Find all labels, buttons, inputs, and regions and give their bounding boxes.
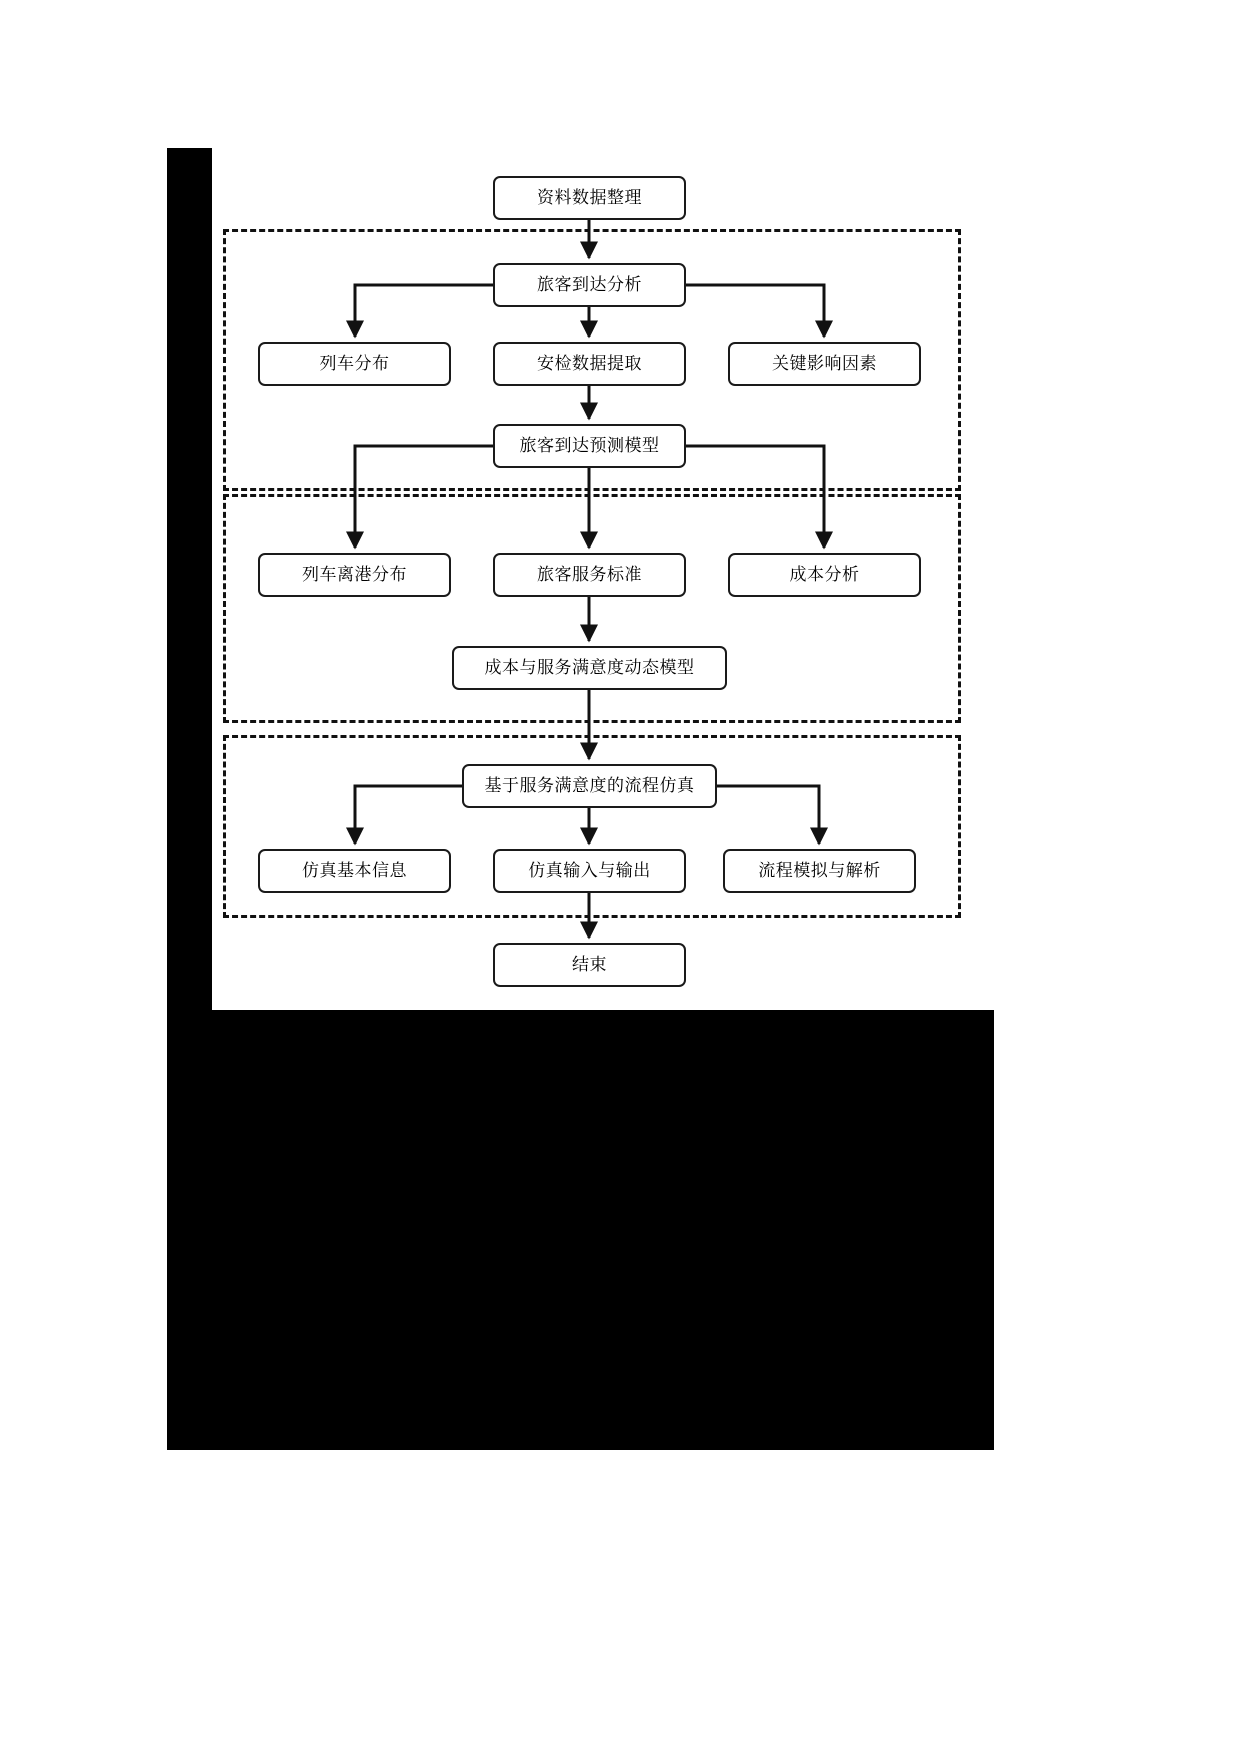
node-service-satisfaction-simulation[interactable] (462, 764, 717, 808)
node-passenger-arrival-analysis[interactable] (493, 263, 686, 307)
node-key-influencing-factors[interactable] (728, 342, 921, 386)
node-label: 安检数据提取 (537, 353, 642, 373)
node-label: 旅客到达分析 (537, 274, 642, 294)
node-label: 流程模拟与解析 (758, 860, 881, 880)
node-passenger-service-standard[interactable] (493, 553, 686, 597)
node-security-data-extraction[interactable] (493, 342, 686, 386)
node-label: 关键影响因素 (772, 353, 877, 373)
node-label: 旅客服务标准 (537, 564, 642, 584)
node-label: 基于服务满意度的流程仿真 (484, 775, 695, 795)
node-label: 成本分析 (789, 564, 860, 584)
node-cost-analysis[interactable] (728, 553, 921, 597)
node-arrival-prediction-model[interactable] (493, 424, 686, 468)
node-label: 仿真基本信息 (302, 860, 407, 880)
node-label: 资料数据整理 (537, 187, 642, 207)
node-label: 结束 (572, 954, 607, 974)
node-label: 列车分布 (319, 353, 390, 373)
node-end[interactable] (493, 943, 686, 987)
node-label: 列车离港分布 (302, 564, 407, 584)
node-train-departure-distribution[interactable] (258, 553, 451, 597)
node-cost-service-dynamic-model[interactable] (452, 646, 727, 690)
node-label: 旅客到达预测模型 (519, 435, 660, 455)
node-label: 仿真输入与输出 (528, 860, 651, 880)
node-start[interactable] (493, 176, 686, 220)
node-simulation-input-output[interactable] (493, 849, 686, 893)
node-train-distribution[interactable] (258, 342, 451, 386)
node-simulation-basic-info[interactable] (258, 849, 451, 893)
node-label: 成本与服务满意度动态模型 (484, 657, 695, 677)
node-process-simulation-analysis[interactable] (723, 849, 916, 893)
